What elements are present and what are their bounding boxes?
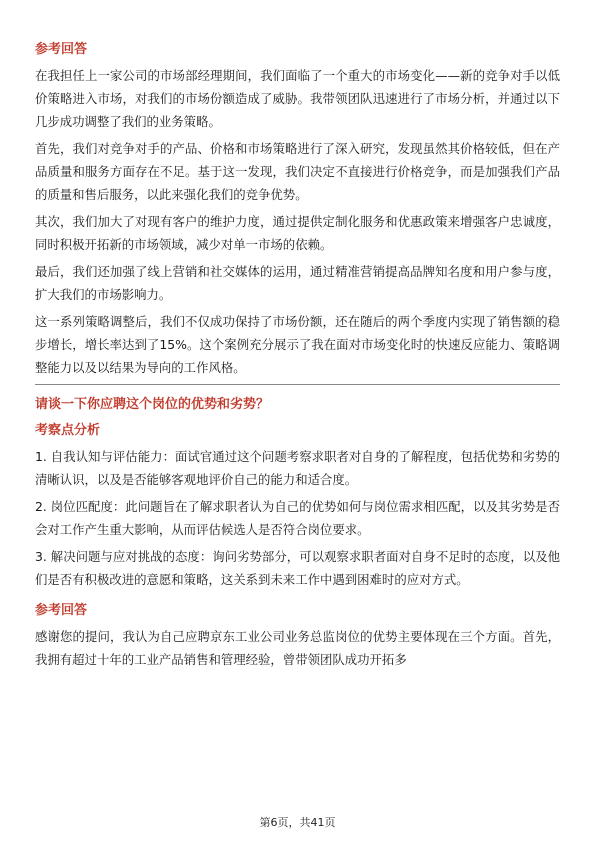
- section-heading: 参考回答: [35, 42, 88, 57]
- answer-paragraph: 其次，我们加大了对现有客户的维护力度，通过提供定制化服务和优惠政策来增强客户忠诚度，同时积极开拓新的市场领域，减少对单一市场的依赖。: [35, 214, 560, 252]
- document-page: [35, 40, 560, 675]
- page-number: 第6页，共41页: [259, 816, 336, 829]
- answer-paragraph: 这一系列策略调整后，我们不仅成功保持了市场份额，还在随后的两个季度内实现了销售额的稳步增长，增长率达到了15%。这个案例充分展示了我在面对市场变化时的快速反应能力、策略调整能力以及以结果为导向的工作风格。: [35, 314, 560, 375]
- section-divider: [35, 384, 560, 385]
- answer-paragraph: 在我担任上一家公司的市场部经理期间，我们面临了一个重大的市场变化——新的竞争对手以低价策略进入市场，对我们的市场份额造成了威胁。我带领团队迅速进行了市场分析，并通过以下几步成功调整了我们的业务策略。: [35, 68, 560, 129]
- interview-question: 请谈一下你应聘这个岗位的优势和劣势？: [35, 397, 270, 412]
- analysis-item: 2. 岗位匹配度：此问题旨在了解求职者认为自己的优势如何与岗位需求相匹配，以及其劣势是否会对工作产生重大影响，从而评估候选人是否符合岗位要求。: [35, 499, 560, 537]
- analysis-item: 3. 解决问题与应对挑战的态度：询问劣势部分，可以观察求职者面对自身不足时的态度，以及他们是否有积极改进的意愿和策略，这关系到未来工作中遇到困难时的应对方式。: [35, 549, 560, 587]
- answer-paragraph: 感谢您的提问，我认为自己应聘京东工业公司业务总监岗位的优势主要体现在三个方面。首先，我拥有超过十年的工业产品销售和管理经验，曾带领团队成功开拓多: [35, 629, 560, 667]
- answer-paragraph: 首先，我们对竞争对手的产品、价格和市场策略进行了深入研究，发现虽然其价格较低，但在产品质量和服务方面存在不足。基于这一发现，我们决定不直接进行价格竞争，而是加强我们产品的质量和售后服务，以此来强化我们的竞争优势。: [35, 141, 560, 202]
- section-heading: 参考回答: [35, 603, 88, 618]
- analysis-heading: 考察点分析: [35, 423, 101, 438]
- answer-paragraph: 最后，我们还加强了线上营销和社交媒体的运用，通过精准营销提高品牌知名度和用户参与度，扩大我们的市场影响力。: [35, 264, 560, 302]
- analysis-item: 1. 自我认知与评估能力：面试官通过这个问题考察求职者对自身的了解程度，包括优势和劣势的清晰认识，以及是否能够客观地评价自己的能力和适合度。: [35, 449, 560, 487]
